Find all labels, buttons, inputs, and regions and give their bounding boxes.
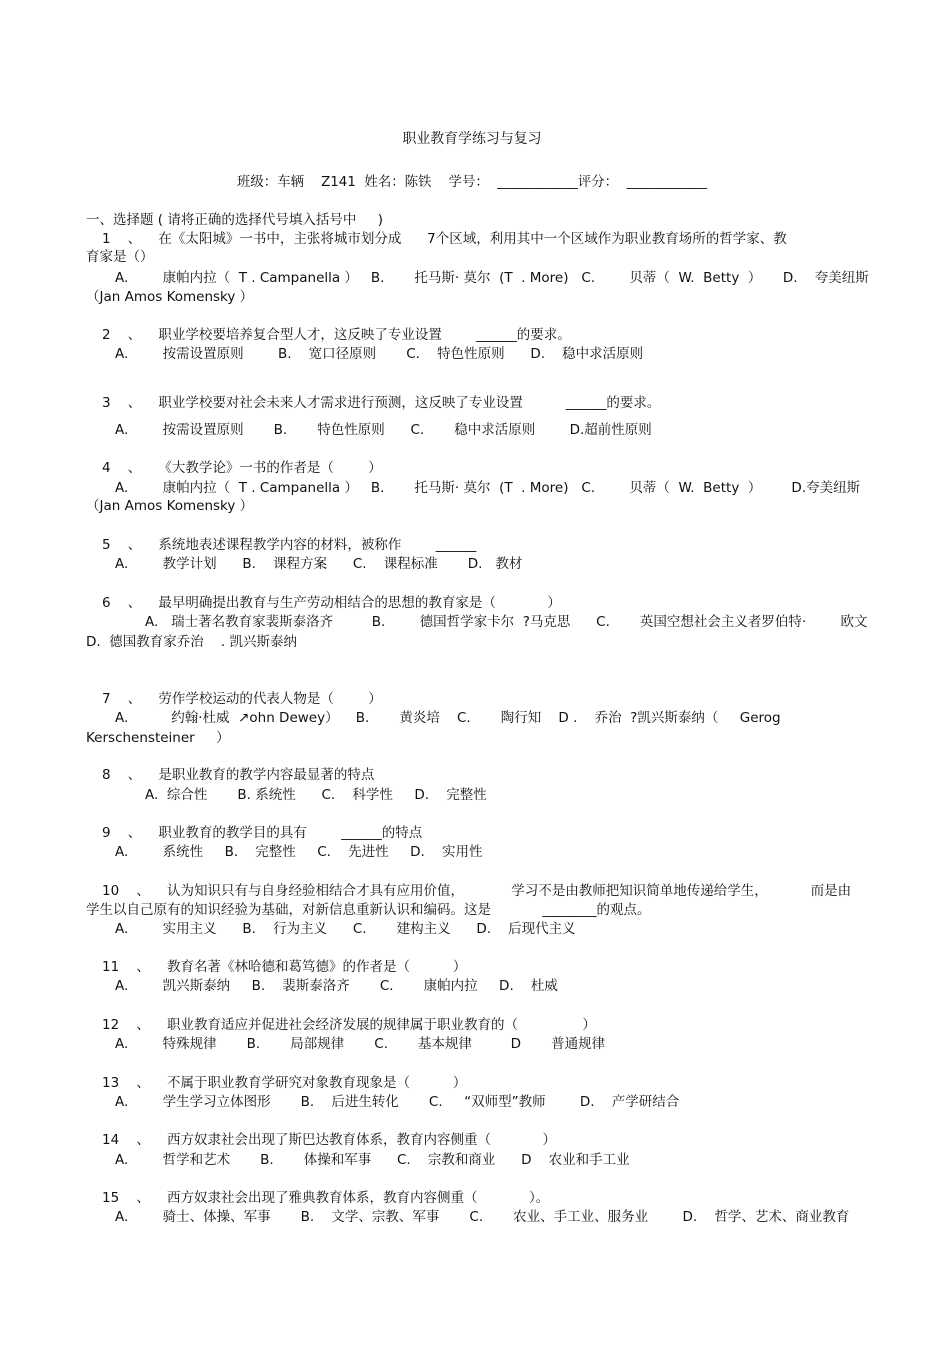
page-title: 职业教育学练习与复习 xyxy=(402,131,542,147)
question-7-options-cont: Kerschensteiner ） xyxy=(86,730,230,746)
section-heading: 一、选择题 ( 请将正确的选择代号填入括号中 ) xyxy=(86,212,384,228)
question-9: 9 、 职业教育的教学目的具有 ______的特点 xyxy=(102,825,423,841)
question-2: 2 、 职业学校要培养复合型人才，这反映了专业设置 ______的要求。 xyxy=(102,327,571,343)
question-1-cont: 育家是（） xyxy=(86,249,154,265)
question-3-options: A. 按需设置原则 B. 特色性原则 C. 稳中求活原则 D.超前性原则 xyxy=(115,422,652,438)
question-8: 8 、 是职业教育的教学内容最显著的特点 xyxy=(102,767,375,783)
question-12: 12 、 职业教育适应并促进社会经济发展的规律属于职业教育的（ ） xyxy=(102,1017,596,1033)
question-7: 7 、 劳作学校运动的代表人物是（ ） xyxy=(102,691,382,707)
question-9-options: A. 系统性 B. 完整性 C. 先进性 D. 实用性 xyxy=(115,844,483,860)
question-1: 1 、 在《太阳城》一书中，主张将城市划分成 7个区域，利用其中一个区域作为职业教育场所的哲学家、教 xyxy=(102,231,787,247)
question-5-options: A. 教学计划 B. 课程方案 C. 课程标准 D. 教材 xyxy=(115,556,523,572)
question-4-options-cont: （Jan Amos Komensky ） xyxy=(86,498,254,514)
question-4-options: A. 康帕内拉（ T . Campanella ） B. 托马斯· 莫尔 (T . More) C. 贝蒂（ W. Betty ） D.夸美纽斯 xyxy=(115,480,861,496)
question-14: 14 、 西方奴隶社会出现了斯巴达教育体系，教育内容侧重（ ） xyxy=(102,1132,557,1148)
question-3: 3 、 职业学校要对社会未来人才需求进行预测，这反映了专业设置 ______的要求。 xyxy=(102,395,661,411)
question-1-options: A. 康帕内拉（ T . Campanella ） B. 托马斯· 莫尔 (T . More) C. 贝蒂（ W. Betty ） D. 夸美纽斯 xyxy=(115,270,869,286)
question-8-options: A. 综合性 B. 系统性 C. 科学性 D. 完整性 xyxy=(145,787,487,803)
question-15-options: A. 骑士、体操、军事 B. 文学、宗教、军事 C. 农业、手工业、服务业 D. 哲学、艺术、商业教育 xyxy=(115,1209,850,1225)
question-6: 6 、 最早明确提出教育与生产劳动相结合的思想的教育家是（ ） xyxy=(102,595,561,611)
question-10: 10 、 认为知识只有与自身经验相结合才具有应用价值， 学习不是由教师把知识简单地传递给学生， 而是由 xyxy=(102,883,852,899)
question-14-options: A. 哲学和艺术 B. 体操和军事 C. 宗教和商业 D 农业和手工业 xyxy=(115,1152,630,1168)
question-7-options: A. 约翰·杜威 ↗ohn Dewey） B. 黄炎培 C. 陶行知 D . 乔治 ?凯兴斯泰纳（ Gerog xyxy=(115,710,781,726)
student-info-line: 班级：车辆 Z141 姓名：陈铁 学号： ____________评分： ____________ xyxy=(236,174,708,190)
question-15: 15 、 西方奴隶社会出现了雅典教育体系，教育内容侧重（ ）。 xyxy=(102,1190,550,1206)
question-12-options: A. 特殊规律 B. 局部规律 C. 基本规律 D 普通规律 xyxy=(115,1036,606,1052)
question-10-cont: 学生以自己原有的知识经验为基础，对新信息重新认识和编码。这是 ________的观点。 xyxy=(86,902,651,918)
question-10-options: A. 实用主义 B. 行为主义 C. 建构主义 D. 后现代主义 xyxy=(115,921,576,937)
question-5: 5 、 系统地表述课程教学内容的材料，被称作 ______ xyxy=(102,537,477,553)
question-11: 11 、 教育名著《林哈德和葛笃德》的作者是（ ） xyxy=(102,959,467,975)
question-13-options: A. 学生学习立体图形 B. 后进生转化 C. “双师型”教师 D. 产学研结合 xyxy=(115,1094,680,1110)
question-1-options-cont: （Jan Amos Komensky ） xyxy=(86,289,254,305)
question-6-options-cont: D. 德国教育家乔治 . 凯兴斯泰纳 xyxy=(86,634,298,650)
question-4: 4 、 《大教学论》一书的作者是（ ） xyxy=(102,460,382,476)
question-13: 13 、 不属于职业教育学研究对象教育现象是（ ） xyxy=(102,1075,467,1091)
question-6-options: A. 瑞士著名教育家裴斯泰洛齐 B. 德国哲学家卡尔 ?马克思 C. 英国空想社会主义者罗伯特· 欧文 xyxy=(145,614,868,630)
question-11-options: A. 凯兴斯泰纳 B. 裴斯泰洛齐 C. 康帕内拉 D. 杜威 xyxy=(115,978,558,994)
question-2-options: A. 按需设置原则 B. 宽口径原则 C. 特色性原则 D. 稳中求活原则 xyxy=(115,346,644,362)
